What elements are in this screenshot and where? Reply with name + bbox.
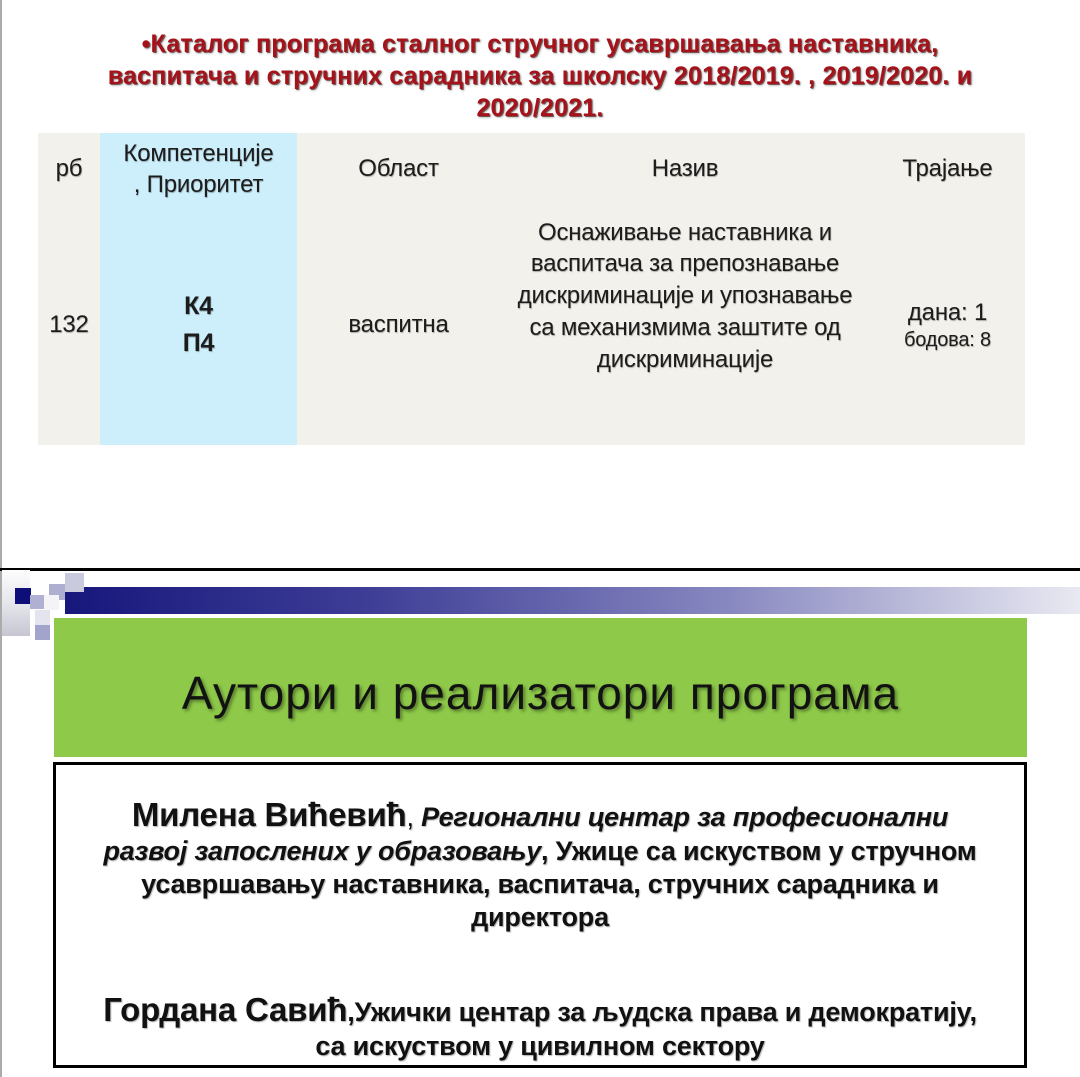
header-competence-line1: Компетенције [123, 139, 274, 167]
header-name: Назив [651, 155, 719, 182]
row-competence-priority [100, 205, 297, 445]
author-1-details: , Ужице са искуством у стручном усавршавању наставника, васпитача, стручних сарадника и директора [141, 836, 977, 933]
slide-divider-rule [0, 568, 1080, 571]
authors-title: Аутори и реализатори програма [181, 667, 900, 719]
header-competence-line2: , Приоритет [133, 171, 264, 198]
author-entry-1 [56, 795, 1024, 934]
row-program-name: Оснаживање наставника и васпитача за препознавање дискриминације и упознавање са механизмима заштите од дискриминације [517, 218, 853, 373]
row-area: васпитна [348, 311, 449, 338]
authors-title-banner [54, 618, 1027, 757]
author-1-name: Милена Вићевић [131, 796, 407, 833]
header-competence [100, 133, 297, 205]
row-priority: П4 [182, 329, 215, 357]
pixel-square [30, 595, 44, 609]
author-entry-2 [56, 990, 1024, 1063]
header-rb: рб [55, 155, 83, 182]
author-1-organization: Регионални центар за професионални развој запослених у образовању [103, 802, 949, 867]
pixel-square [65, 573, 84, 592]
header-area: Област [358, 155, 439, 182]
pixel-square [35, 610, 50, 625]
header-duration: Трајање [902, 155, 993, 182]
catalog-title: •Каталог програма сталног стручног усавршавања наставника, васпитача и стручних сарадника за школску 2018/2019. , 2019/2020. и 2020/2021. [107, 30, 973, 122]
page-left-edge-line [0, 0, 2, 1077]
row-duration [870, 205, 1025, 445]
pixel-square-navy [15, 588, 31, 604]
blue-gradient-bar [65, 587, 1080, 614]
row-duration-points: бодова: 8 [904, 328, 991, 351]
row-competence: К4 [184, 291, 213, 320]
author-2-separator: , [347, 997, 355, 1028]
pixel-square [35, 625, 50, 640]
pixel-square [44, 595, 59, 610]
row-number: 132 [49, 311, 89, 338]
author-2-name: Гордана Савић [103, 991, 348, 1029]
author-2-details: Ужички центар за људска права и демократију, са искуством у цивилном сектору [315, 997, 977, 1062]
row-duration-days: дана: 1 [907, 298, 988, 326]
authors-box [53, 762, 1027, 1068]
author-1-separator: , [406, 802, 422, 832]
program-table [38, 133, 1025, 445]
